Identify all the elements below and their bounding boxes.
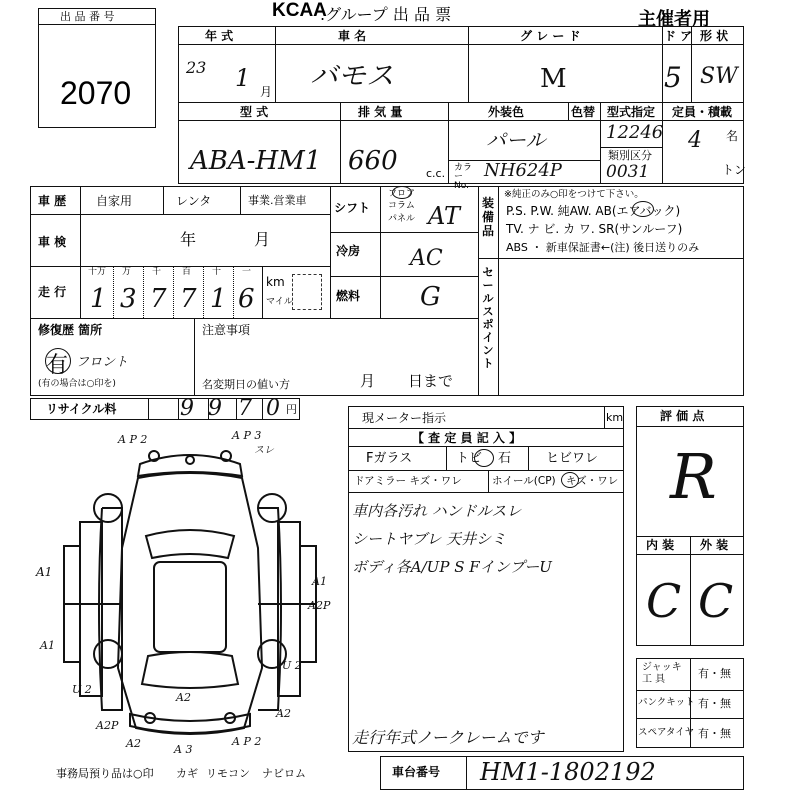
fuel-label: 燃料: [336, 289, 361, 303]
cc-unit: c.c.: [426, 167, 446, 180]
office-item-key: カギ: [176, 767, 198, 780]
meter-unit: km: [606, 411, 624, 424]
ac-value: AC: [410, 246, 443, 271]
diagram-mark-8: U 2: [72, 683, 92, 696]
office-item-navi-rom: ナビロム: [262, 767, 306, 780]
mileage-digit-label-2: 千: [152, 267, 162, 277]
repair-value: 有: [46, 353, 69, 378]
brand-logo: KCAA: [272, 0, 327, 21]
mileage-digit-2: 7: [150, 284, 167, 314]
color-no-label: カラー No.: [454, 163, 473, 191]
name-change-month-unit: 月: [360, 372, 376, 390]
lot-number: 2070: [60, 75, 132, 111]
mileage-unit-mile: マイル: [266, 297, 293, 307]
car-damage-diagram: [30, 428, 342, 762]
recycle-digit-0: 9: [180, 396, 194, 421]
shift-column: コラム: [388, 201, 415, 211]
recycle-digit-1: 9: [208, 396, 222, 421]
mileage-digit-5: 6: [238, 284, 255, 314]
exterior-color-label: 外装色: [488, 105, 525, 119]
equipment-line-3: ABS ・ 新車保証書←(注) 後日送りのみ: [506, 241, 700, 254]
recycle-digit-3: 0: [266, 396, 280, 421]
score-value: R: [670, 440, 717, 513]
color-value: パール: [486, 128, 546, 152]
chassis-label: 車台番号: [392, 765, 441, 779]
body-type-value: SW: [700, 64, 738, 89]
tobi-label: トビ: [456, 451, 483, 466]
inspection-month-unit: 月: [254, 230, 271, 249]
displacement-value: 660: [348, 146, 398, 176]
model-label: 型 式: [240, 105, 269, 119]
equipment-line-2: TV. ナ ビ. カ ワ. SR(サンルーフ): [506, 222, 683, 236]
mileage-digit-3: 7: [180, 284, 197, 314]
model-code: ABA-HM1: [190, 146, 322, 176]
diagram-mark-14: A1: [312, 575, 327, 588]
capacity-label: 定員・積載: [672, 105, 733, 119]
puncture-kit-yes-no: 有・無: [698, 697, 731, 710]
shift-panel: パネル: [388, 214, 416, 224]
stone-label: 石: [498, 451, 512, 466]
inspector-label: 【 査 定 員 記 入 】: [412, 431, 522, 445]
recycle-unit: 円: [286, 403, 297, 416]
puncture-kit-label: パンクキット: [638, 697, 695, 708]
recycle-label: リサイクル料: [46, 402, 117, 416]
inspection-label: 車 検: [38, 235, 67, 249]
history-label: 車 歴: [38, 194, 67, 208]
color-code: NH624P: [484, 160, 562, 181]
diagram-mark-6: A2P: [308, 599, 331, 612]
office-items-label: 事務局預り品は○印: [56, 767, 154, 780]
lot-number-label: 出 品 番 号: [60, 10, 115, 23]
jack-label: ジャッキ 工 具: [642, 662, 682, 685]
grade-label: グ レ ー ド: [520, 29, 581, 43]
displacement-label: 排 気 量: [358, 105, 403, 119]
crack-label: ヒビワレ: [546, 451, 599, 466]
name-change-label: 名変期日の値い方: [202, 378, 290, 391]
mileage-digit-0: 1: [90, 284, 107, 314]
diagram-mark-4: A1: [36, 565, 53, 579]
equipment-label: 装備品: [481, 196, 494, 238]
repair-hint: (有の場合は○印を): [38, 379, 116, 389]
mileage-unit-km: km: [266, 275, 285, 289]
capacity-unit: 名: [726, 129, 739, 143]
repair-label: 修復歴 箇所: [38, 323, 103, 337]
year-value: 23: [186, 58, 207, 77]
inspector-comment-4: 走行年式ノークレームです: [352, 728, 544, 747]
interior-label: 内 装: [646, 538, 675, 552]
month-unit: 月: [260, 85, 273, 99]
interior-grade: C: [646, 574, 682, 628]
inspector-comment-1: 車内各汚れ ハンドルスレ: [352, 502, 522, 520]
ac-label: 冷房: [336, 244, 361, 258]
model-designation-label: 型式指定: [607, 105, 656, 119]
inspection-year-unit: 年: [180, 230, 197, 249]
diagram-mark-2: A P 3: [232, 429, 262, 442]
category-value: 0031: [606, 162, 650, 182]
car-name-label: 車 名: [338, 29, 367, 43]
history-commercial: 事業.営業車: [248, 194, 307, 207]
equipment-line-1: P.S. P.W. 純AW. AB(エアバック): [506, 204, 681, 218]
diagram-mark-9: U 2: [282, 659, 302, 672]
shift-value: AT: [428, 202, 461, 230]
wheel-label: ホイール(CP): [492, 475, 556, 487]
history-private: 自家用: [96, 194, 133, 208]
score-label: 評 価 点: [660, 409, 705, 423]
jack-yes-no: 有・無: [698, 667, 731, 680]
exterior-grade: C: [698, 574, 734, 628]
exterior-label: 外 装: [700, 538, 729, 552]
diagram-mark-12: A2: [276, 707, 291, 720]
mileage-digit-label-1: 万: [122, 267, 132, 277]
load-unit: トン: [722, 163, 747, 177]
diagram-mark-1: A P 2: [118, 433, 148, 446]
diagram-mark-3: スレ: [254, 445, 274, 456]
doors-label: ド ア: [664, 29, 693, 43]
body-type-label: 形 状: [700, 29, 729, 43]
diagram-mark-13: A P 2: [232, 735, 262, 748]
inspector-comment-2: シートヤブレ 天井シミ: [352, 530, 507, 548]
sales-point-label: セールスポイント: [482, 266, 494, 370]
diagram-mark-10: A2: [176, 691, 191, 704]
spare-tire-yes-no: 有・無: [698, 727, 731, 740]
month-value: 1: [235, 64, 251, 92]
wheel-damage-label: キズ・ワレ: [566, 475, 619, 487]
model-designation-value: 12246: [606, 122, 664, 143]
inspector-comment-3: ボディ各A/UP S FインプーU: [352, 558, 552, 576]
sheet-title: .グループ 出 品 票: [320, 5, 452, 24]
fuel-value: G: [420, 282, 441, 312]
category-label: 類別区分: [608, 149, 652, 162]
name-change-day-unit: 日まで: [408, 372, 454, 390]
notes-label: 注意事項: [202, 323, 251, 337]
shift-floor: フロア: [388, 189, 416, 199]
color-change-label: 色替: [571, 105, 596, 119]
history-rental: レンタ: [176, 194, 212, 208]
windshield-label: Fガラス: [366, 451, 413, 466]
recycle-digit-2: 7: [238, 396, 252, 421]
diagram-mark-7: A2P: [96, 719, 119, 732]
mileage-digit-1: 3: [120, 284, 137, 314]
diagram-mark-5: A1: [40, 639, 55, 652]
car-name: バモス: [310, 59, 395, 92]
office-item-remote: リモコン: [206, 767, 250, 780]
diagram-mark-15: A 3: [174, 743, 193, 756]
repair-location: フロント: [76, 355, 129, 370]
diagram-mark-11: A2: [126, 737, 141, 750]
mileage-label: 走 行: [38, 285, 67, 299]
capacity-value: 4: [688, 128, 702, 153]
organizer-use-label: 主催者用: [638, 9, 710, 30]
door-mirror-label: ドアミラー キズ・ワレ: [354, 475, 462, 487]
equipment-note: ※純正のみ○印をつけて下さい。: [504, 189, 644, 200]
spare-tire-label: スペアタイヤ: [638, 727, 695, 738]
mileage-digit-4: 1: [210, 284, 227, 314]
year-label: 年 式: [205, 29, 234, 43]
mileage-digit-label-0: 十万: [88, 267, 107, 277]
grade-value: M: [540, 64, 567, 94]
mileage-digit-label-3: 百: [182, 267, 192, 277]
doors-value: 5: [664, 61, 682, 94]
mileage-digit-label-5: 一: [242, 267, 252, 277]
shift-label: シフト: [334, 201, 371, 215]
chassis-number: HM1-1802192: [480, 758, 656, 786]
mileage-digit-label-4: 十: [212, 267, 222, 277]
meter-label: 現メーター指示: [362, 411, 447, 425]
